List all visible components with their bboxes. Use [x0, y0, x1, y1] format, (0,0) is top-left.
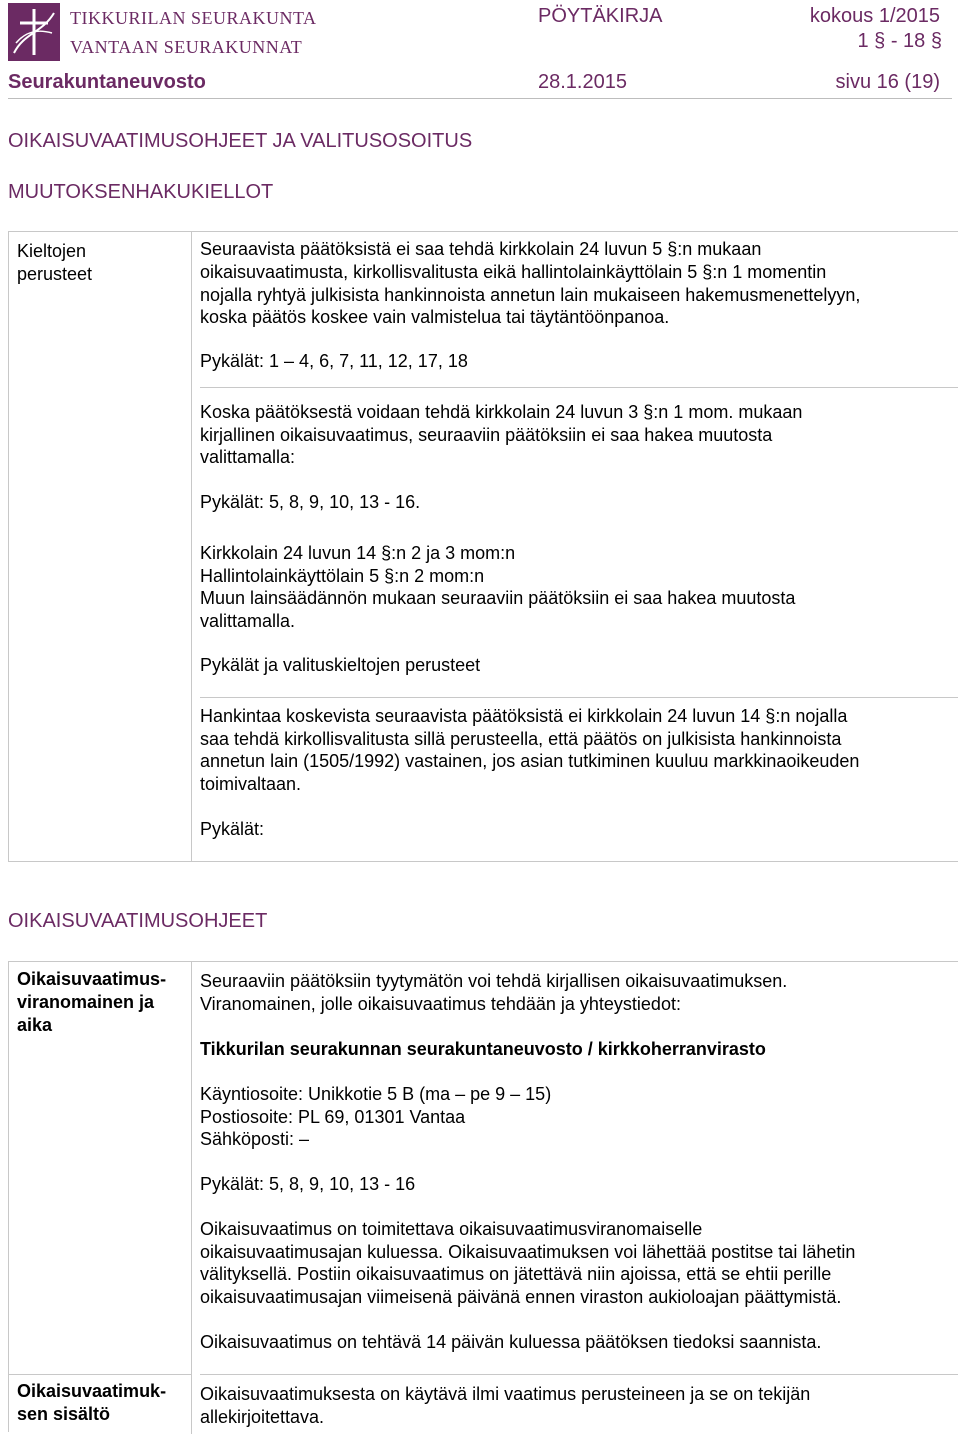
doc-type: PÖYTÄKIRJA [538, 5, 663, 27]
prohibitions-label [9, 232, 192, 861]
meeting-number: kokous 1/2015 [809, 5, 940, 27]
para-line: Oikaisuvaatimuksesta on käytävä ilmi vaatimus perusteineen ja se on tekijän [200, 1384, 811, 1404]
para-line: oikaisuvaatimusajan viimeisenä päivänä ennen viraston aukioloajan päättymistä. [200, 1287, 842, 1307]
para-line: nojalla ryhtyä julkisista hankinnoista annetun lain mukaiseen hakemusmenettelyyn, [200, 285, 861, 305]
document-title: OIKAISUVAATIMUSOHJEET JA VALITUSOSOITUS [8, 130, 473, 152]
org-name-line1: TIKKURILAN SEURAKUNTA [70, 8, 317, 28]
para-line: Seuraaviin päätöksiin tyytymätön voi tehdä kirjallisen oikaisuvaatimuksen. [200, 971, 788, 991]
sections-line: Pykälät ja valituskieltojen perusteet [200, 655, 481, 675]
para-line: saa tehdä kirkollisvalitusta sillä perusteella, että päätös on julkisista hankinnoista [200, 729, 842, 749]
church-logo [8, 3, 60, 61]
instructions-heading: OIKAISUVAATIMUSOHJEET [8, 910, 268, 932]
prohibitions-heading: MUUTOKSENHAKUKIELLOT [8, 181, 274, 203]
prohibitions-section [8, 231, 958, 862]
para-line: Kirkkolain 24 luvun 14 §:n 2 ja 3 mom:n [200, 543, 516, 563]
label-line: perusteet [17, 264, 93, 284]
page-number: sivu 16 (19) [835, 71, 940, 93]
para-line: Koska päätöksestä voidaan tehdä kirkkolain 24 luvun 3 §:n 1 mom. mukaan [200, 402, 803, 422]
council-name: Seurakuntaneuvosto [8, 71, 206, 93]
sections-line: Pykälät: 1 – 4, 6, 7, 11, 12, 17, 18 [200, 351, 468, 371]
para-line: Oikaisuvaatimus on toimitettava oikaisuvaatimusviranomaiselle [200, 1219, 703, 1239]
authority-name: Tikkurilan seurakunnan seurakuntaneuvosto / kirkkoherranvirasto [200, 1039, 766, 1059]
para-line: välityksellä. Postiin oikaisuvaatimus on jätettävä niin ajoissa, että se ehtii perille [200, 1264, 832, 1284]
label-line: aika [17, 1015, 53, 1035]
sections-line: Pykälät: 5, 8, 9, 10, 13 - 16. [200, 492, 421, 512]
para-line: oikaisuvaatimusajan kuluessa. Oikaisuvaatimuksen voi lähettää postitse tai lähetin [200, 1242, 856, 1262]
para-line: valittamalla. [200, 611, 296, 631]
label-line: Oikaisuvaatimus- [17, 969, 167, 989]
meeting-date: 28.1.2015 [538, 71, 627, 93]
content-label [9, 1374, 192, 1434]
label-line: sen sisältö [17, 1404, 111, 1424]
label-line: Kieltojen [17, 241, 87, 261]
para-line: kirjallinen oikaisuvaatimus, seuraaviin päätöksiin ei saa hakea muutosta [200, 425, 773, 445]
email-line: Sähköposti: – [200, 1129, 310, 1149]
section-range: 1 § - 18 § [857, 30, 942, 52]
para-line: annetun lain (1505/1992) vastainen, jos asian tutkiminen kuuluu markkinaoikeuden [200, 751, 860, 771]
org-name-line2: VANTAAN SEURAKUNNAT [70, 37, 303, 57]
instructions-label [9, 962, 192, 1375]
sections-line: Pykälät: 5, 8, 9, 10, 13 - 16 [200, 1174, 416, 1194]
deadline-line: Oikaisuvaatimus on tehtävä 14 päivän kuluessa päätöksen tiedoksi saannista. [200, 1332, 822, 1352]
para-line: valittamalla: [200, 447, 296, 467]
label-line: Oikaisuvaatimuk- [17, 1381, 167, 1401]
para-line: allekirjoitettava. [200, 1407, 325, 1427]
para-line: oikaisuvaatimusta, kirkollisvalitusta eikä hallintolainkäyttölain 5 §:n 1 momentin [200, 262, 827, 282]
para-line: Muun lainsäädännön mukaan seuraaviin päätöksiin ei saa hakea muutosta [200, 588, 796, 608]
para-line: Hallintolainkäyttölain 5 §:n 2 mom:n [200, 566, 485, 586]
para-line: Seuraavista päätöksistä ei saa tehdä kirkkolain 24 luvun 5 §:n mukaan [200, 239, 762, 259]
postal-address: Postiosoite: PL 69, 01301 Vantaa [200, 1107, 466, 1127]
para-line: koska päätös koskee vain valmistelua tai täytäntöönpanoa. [200, 307, 670, 327]
para-line: Viranomainen, jolle oikaisuvaatimus tehdään ja yhteystiedot: [200, 994, 681, 1014]
instructions-section [8, 961, 958, 1432]
para-line: Hankintaa koskevista seuraavista päätöksistä ei kirkkolain 24 luvun 14 §:n nojalla [200, 706, 848, 726]
row-divider [200, 1374, 958, 1375]
label-line: viranomainen ja [17, 992, 155, 1012]
sections-line: Pykälät: [200, 819, 265, 839]
para-line: toimivaltaan. [200, 774, 302, 794]
visiting-address: Käyntiosoite: Unikkotie 5 B (ma – pe 9 – 15) [200, 1084, 552, 1104]
row-divider [200, 387, 958, 388]
row-divider [200, 697, 958, 698]
header-divider [8, 98, 952, 99]
